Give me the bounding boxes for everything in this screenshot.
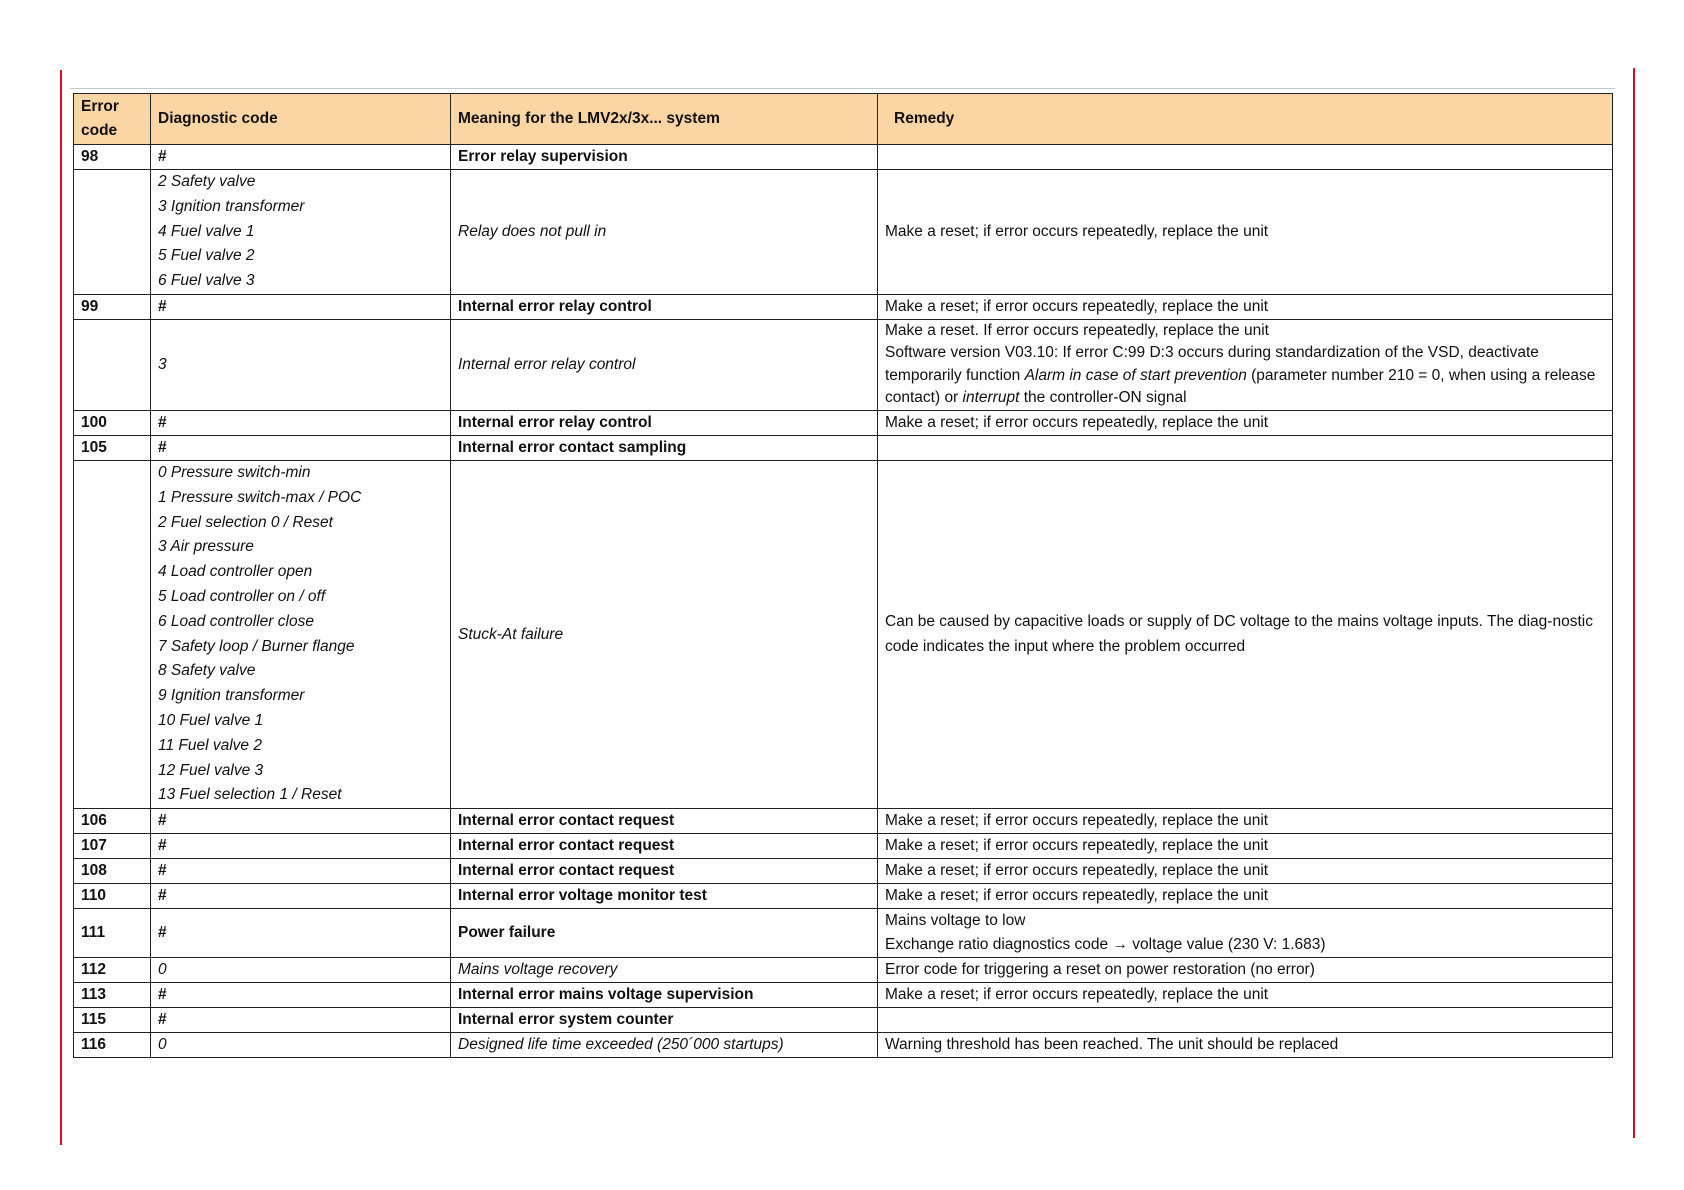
- diagnostic-code-item: 4 Fuel valve 1: [158, 222, 255, 240]
- error-code-cell: 115: [74, 1008, 151, 1033]
- diagnostic-code-item: 12 Fuel valve 3: [158, 761, 264, 779]
- remedy-emphasis: Alarm in case of start prevention: [1024, 366, 1247, 384]
- error-code-cell: 108: [74, 859, 151, 884]
- meaning-cell: Designed life time exceeded (250´000 startups): [451, 1033, 878, 1058]
- table-row: [74, 1008, 1613, 1033]
- header-error-code: [74, 94, 151, 145]
- table-row: [74, 909, 1613, 958]
- diagnostic-code-cell: #: [151, 859, 451, 884]
- remedy-cell: Warning threshold has been reached. The unit should be replaced: [878, 1033, 1613, 1058]
- remedy-cell: Make a reset; if error occurs repeatedly, replace the unit: [878, 410, 1613, 435]
- diagnostic-code-cell: #: [151, 294, 451, 319]
- remedy-cell: [878, 435, 1613, 460]
- error-code-cell: 100: [74, 410, 151, 435]
- remedy-line: Exchange ratio diagnostics code → voltage value (230 V: 1.683): [885, 936, 1326, 954]
- header-diagnostic-code: Diagnostic code: [151, 94, 451, 145]
- table-row: [74, 410, 1613, 435]
- meaning-cell: Error relay supervision: [451, 145, 878, 170]
- meaning-cell: Internal error relay control: [451, 410, 878, 435]
- error-code-cell: 112: [74, 958, 151, 983]
- diagnostic-code-item: 6 Load controller close: [158, 612, 314, 630]
- remedy-cell: Make a reset; if error occurs repeatedly, replace the unit: [878, 884, 1613, 909]
- diagnostic-code-cell: #: [151, 909, 451, 958]
- remedy-cell: Make a reset; if error occurs repeatedly, replace the unit: [878, 170, 1613, 295]
- remedy-line: Make a reset. If error occurs repeatedly, replace the unit: [885, 321, 1269, 339]
- remedy-line: Mains voltage to low: [885, 912, 1026, 930]
- diagnostic-code-cell: #: [151, 1008, 451, 1033]
- meaning-cell: Internal error contact request: [451, 834, 878, 859]
- diagnostic-code-item: 6 Fuel valve 3: [158, 272, 255, 290]
- diagnostic-code-list: [151, 170, 451, 295]
- error-code-cell: [74, 460, 151, 808]
- diagnostic-code-cell: #: [151, 145, 451, 170]
- error-code-cell: 99: [74, 294, 151, 319]
- header-error-code-line2: code: [81, 122, 118, 139]
- table-row: [74, 859, 1613, 884]
- diagnostic-code-item: 4 Load controller open: [158, 563, 313, 581]
- error-code-cell: 110: [74, 884, 151, 909]
- meaning-cell: Stuck-At failure: [451, 460, 878, 808]
- diagnostic-code-item: 2 Safety valve: [158, 173, 256, 190]
- diagnostic-code-cell: #: [151, 983, 451, 1008]
- table-row: [74, 834, 1613, 859]
- diagnostic-code-item: 1 Pressure switch-max / POC: [158, 488, 362, 506]
- error-code-cell: 105: [74, 435, 151, 460]
- remedy-cell: Error code for triggering a reset on power restoration (no error): [878, 958, 1613, 983]
- meaning-cell: Relay does not pull in: [451, 170, 878, 295]
- remedy-cell: Make a reset; if error occurs repeatedly, replace the unit: [878, 294, 1613, 319]
- diagnostic-code-cell: 0: [151, 958, 451, 983]
- meaning-cell: Internal error contact request: [451, 859, 878, 884]
- page-margin-line-left: [60, 70, 62, 1145]
- diagnostic-code-item: 5 Load controller on / off: [158, 587, 326, 605]
- error-code-cell: 106: [74, 809, 151, 834]
- diagnostic-code-list: [151, 460, 451, 808]
- remedy-text: (parameter number 210 = 0, when using a release contact) or: [885, 366, 1596, 407]
- meaning-cell: Internal error relay control: [451, 294, 878, 319]
- diagnostic-code-item: 11 Fuel valve 2: [158, 736, 262, 754]
- error-code-cell: 116: [74, 1033, 151, 1058]
- meaning-cell: Internal error contact sampling: [451, 435, 878, 460]
- remedy-emphasis: interrupt: [962, 389, 1020, 407]
- table-row: [74, 435, 1613, 460]
- meaning-cell: Internal error relay control: [451, 319, 878, 410]
- remedy-cell: [878, 1008, 1613, 1033]
- diagnostic-code-cell: #: [151, 809, 451, 834]
- header-error-code-line1: Error: [81, 98, 119, 115]
- table-row: [74, 809, 1613, 834]
- remedy-paragraph: [885, 342, 1605, 410]
- error-code-cell: [74, 170, 151, 295]
- remedy-cell: Make a reset; if error occurs repeatedly, replace the unit: [878, 809, 1613, 834]
- meaning-cell: Internal error voltage monitor test: [451, 884, 878, 909]
- diagnostic-code-item: 5 Fuel valve 2: [158, 247, 255, 265]
- table-row: [74, 145, 1613, 170]
- remedy-cell: [878, 909, 1613, 958]
- diagnostic-code-item: 10 Fuel valve 1: [158, 711, 264, 729]
- table-row: [74, 294, 1613, 319]
- table-row: [74, 170, 1613, 295]
- meaning-cell: Power failure: [451, 909, 878, 958]
- table-row: [74, 884, 1613, 909]
- table-row: [74, 319, 1613, 410]
- diagnostic-code-item: 9 Ignition transformer: [158, 687, 305, 705]
- remedy-cell: [878, 319, 1613, 410]
- diagnostic-code-item: 3 Air pressure: [158, 538, 254, 556]
- diagnostic-code-item: 8 Safety valve: [158, 662, 256, 680]
- remedy-cell: Make a reset; if error occurs repeatedly, replace the unit: [878, 859, 1613, 884]
- diagnostic-code-cell: #: [151, 834, 451, 859]
- remedy-cell: Make a reset; if error occurs repeatedly, replace the unit: [878, 983, 1613, 1008]
- error-code-table: [73, 93, 1613, 1058]
- table-row: [74, 958, 1613, 983]
- remedy-text: the controller-ON signal: [1019, 389, 1187, 407]
- diagnostic-code-cell: 0: [151, 1033, 451, 1058]
- table-row: [74, 983, 1613, 1008]
- diagnostic-code-item: 7 Safety loop / Burner flange: [158, 637, 355, 655]
- error-code-cell: [74, 319, 151, 410]
- diagnostic-code-cell: #: [151, 435, 451, 460]
- diagnostic-code-item: 2 Fuel selection 0 / Reset: [158, 513, 333, 531]
- meaning-cell: Internal error mains voltage supervision: [451, 983, 878, 1008]
- diagnostic-code-cell: #: [151, 884, 451, 909]
- diagnostic-code-item: 13 Fuel selection 1 / Reset: [158, 786, 342, 804]
- diagnostic-code-item: 0 Pressure switch-min: [158, 463, 311, 481]
- diagnostic-code-cell: #: [151, 410, 451, 435]
- top-rule: [70, 88, 1615, 89]
- diagnostic-code-item: 3 Ignition transformer: [158, 197, 305, 215]
- remedy-cell: [878, 145, 1613, 170]
- meaning-cell: Internal error system counter: [451, 1008, 878, 1033]
- header-meaning: Meaning for the LMV2x/3x... system: [451, 94, 878, 145]
- error-code-cell: 107: [74, 834, 151, 859]
- table-header-row: [74, 94, 1613, 145]
- error-code-cell: 113: [74, 983, 151, 1008]
- page-margin-line-right: [1633, 68, 1635, 1138]
- meaning-cell: Internal error contact request: [451, 809, 878, 834]
- error-code-cell: 98: [74, 145, 151, 170]
- header-remedy: Remedy: [878, 94, 1613, 145]
- diagnostic-code-cell: 3: [151, 319, 451, 410]
- meaning-cell: Mains voltage recovery: [451, 958, 878, 983]
- remedy-cell: Make a reset; if error occurs repeatedly, replace the unit: [878, 834, 1613, 859]
- table-row: [74, 1033, 1613, 1058]
- remedy-text: Software version V03.10: If error C:99 D:3 occurs during standardization of the VSD, deactivate temporarily function: [885, 344, 1539, 384]
- table-row: [74, 460, 1613, 808]
- error-code-cell: 111: [74, 909, 151, 958]
- remedy-cell: Can be caused by capacitive loads or supply of DC voltage to the mains voltage inputs. The diag-nostic code indicates the input where the problem occurred: [878, 460, 1613, 808]
